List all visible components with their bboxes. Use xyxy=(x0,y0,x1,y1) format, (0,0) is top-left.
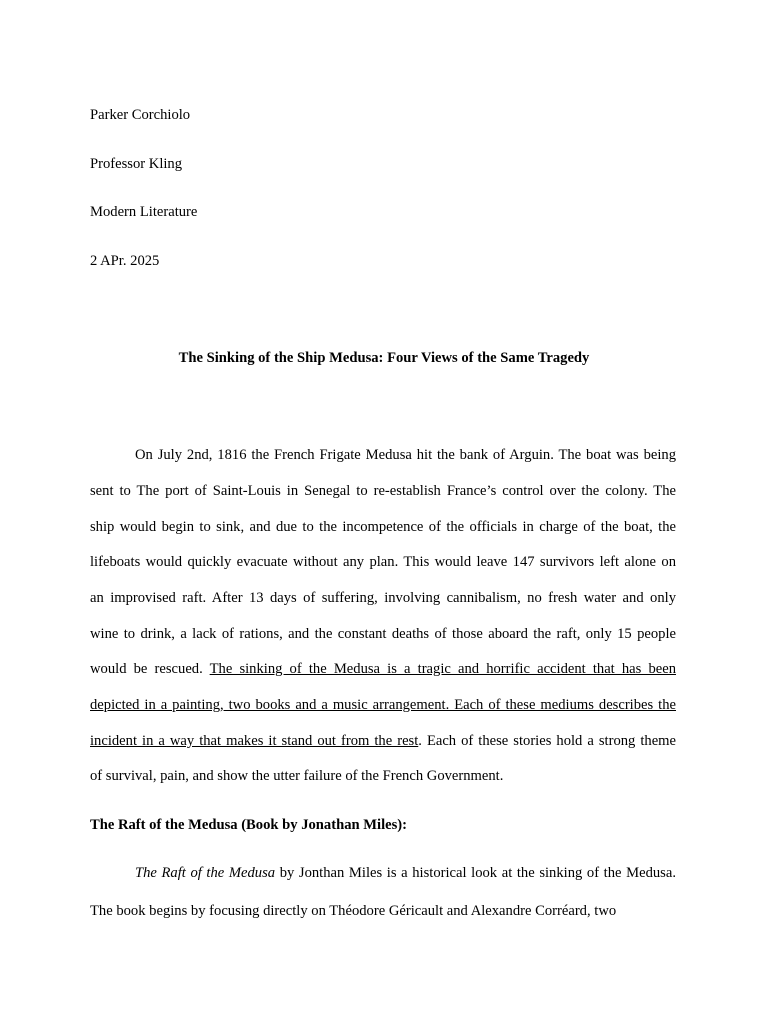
thesis-text: The sinking of the Medusa is a tragic and horrific accident that has been xyxy=(209,661,677,677)
line-text: would be rescued. xyxy=(90,661,210,677)
paragraph-line: The book begins by focusing directly on Théodore Géricault and Alexandre Corréard, two xyxy=(90,903,617,919)
paragraph-line: ship would begin to sink, and due to the incompetence of the officials in charge of the boat, the xyxy=(90,519,676,535)
thesis-text: incident in a way that makes it stand out from the rest xyxy=(90,733,419,749)
professor-name: Professor Kling xyxy=(90,156,183,172)
book-title: The Raft of the Medusa xyxy=(135,865,276,881)
paragraph-line: an improvised raft. After 13 days of suffering, involving cannibalism, no fresh water and only xyxy=(90,590,676,606)
paragraph-line xyxy=(90,662,676,677)
thesis-text: depicted in a painting, two books and a music arrangement. Each of these mediums describes the xyxy=(90,697,676,713)
paragraph-line: of survival, pain, and show the utter failure of the French Government. xyxy=(90,768,504,784)
paragraph-line xyxy=(90,866,676,881)
paragraph-line xyxy=(90,734,676,749)
date-line: 2 APr. 2025 xyxy=(90,253,160,269)
essay-title: The Sinking of the Ship Medusa: Four Views of the Same Tragedy xyxy=(178,350,590,366)
student-name: Parker Corchiolo xyxy=(90,107,191,123)
paragraph-line: lifeboats would quickly evacuate without any plan. This would leave 147 survivors left alone on xyxy=(90,554,676,570)
paragraph-line: sent to The port of Saint-Louis in Senegal to re-establish France’s control over the colony. The xyxy=(90,483,676,499)
section-heading: The Raft of the Medusa (Book by Jonathan Miles): xyxy=(90,817,408,833)
line-text: . Each of these stories hold a strong theme xyxy=(418,733,677,749)
paragraph-line: wine to drink, a lack of rations, and the constant deaths of those aboard the raft, only 15 people xyxy=(90,626,676,642)
paragraph-line: On July 2nd, 1816 the French Frigate Medusa hit the bank of Arguin. The boat was being xyxy=(135,447,676,463)
course-name: Modern Literature xyxy=(90,204,198,220)
line-text: by Jonthan Miles is a historical look at the sinking of the Medusa. xyxy=(275,865,676,881)
